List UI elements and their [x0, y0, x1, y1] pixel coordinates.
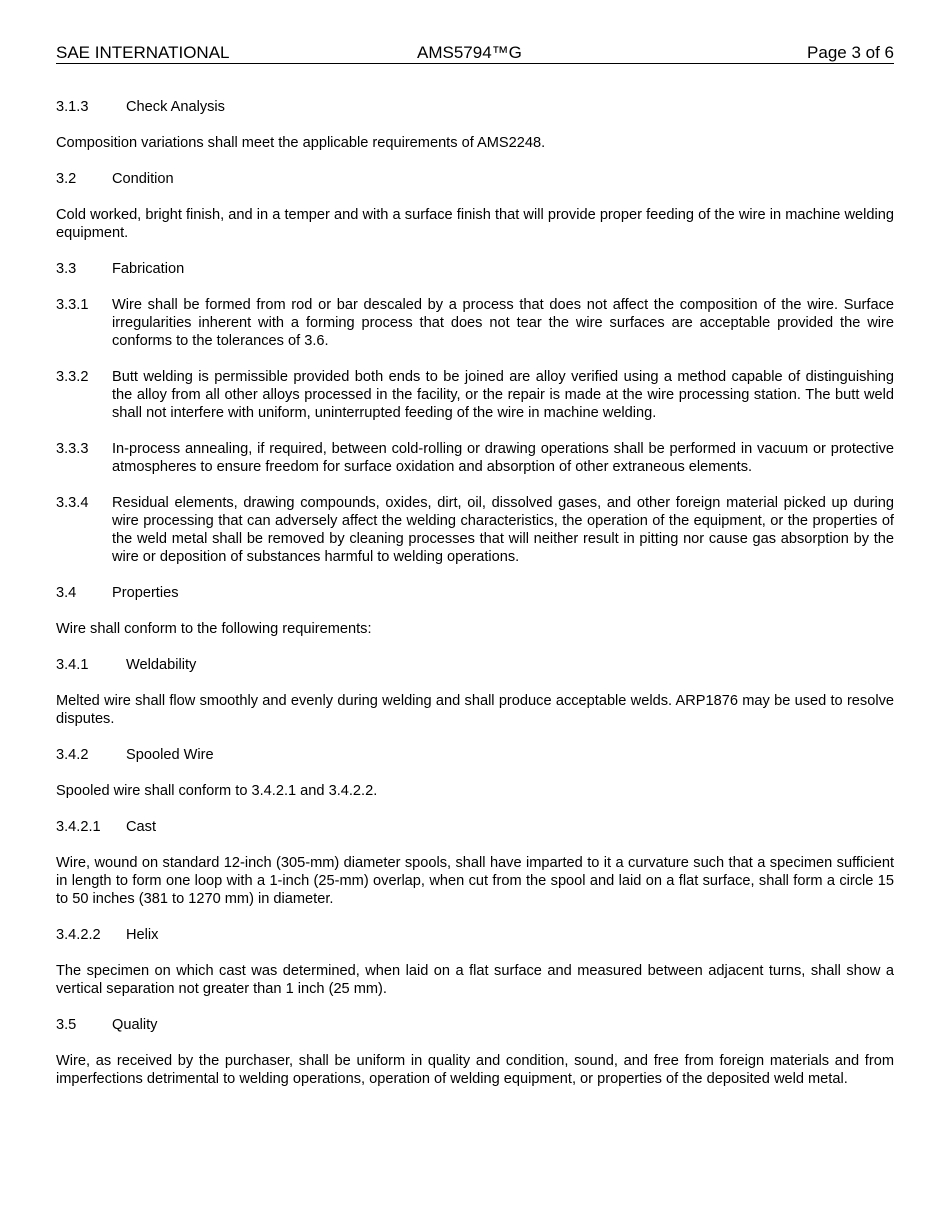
header-organization: SAE INTERNATIONAL — [56, 43, 230, 62]
section-heading-3-4-1 — [56, 656, 894, 674]
header-page-number: Page 3 of 6 — [807, 43, 894, 62]
paragraph-3-4-2-2: The specimen on which cast was determined, when laid on a flat surface and measured between adjacent turns, shall show a vertical separation not greater than 1 inch (25 mm). — [56, 963, 894, 997]
section-number: 3.4.1 — [56, 657, 89, 673]
paragraph-3-5: Wire, as received by the purchaser, shall be uniform in quality and condition, sound, and free from foreign materials and from imperfections detrimental to welding operations, operation of welding equipment, or properties of the deposited weld metal. — [56, 1053, 894, 1087]
section-heading-3-2 — [56, 170, 894, 188]
section-number: 3.4.2.2 — [56, 927, 101, 943]
list-item-3-3-3 — [56, 440, 894, 476]
paragraph-3-1-3: Composition variations shall meet the applicable requirements of AMS2248. — [56, 135, 546, 151]
list-item-3-3-2 — [56, 368, 894, 422]
section-number: 3.4 — [56, 585, 77, 601]
document-body — [56, 98, 894, 1106]
section-heading-3-4 — [56, 584, 894, 602]
section-title: Condition — [112, 171, 174, 187]
section-heading-3-4-2 — [56, 746, 894, 764]
item-number: 3.3.1 — [56, 297, 89, 313]
section-heading-3-1-3 — [56, 98, 894, 116]
paragraph-3-2: Cold worked, bright finish, and in a temper and with a surface finish that will provide proper feeding of the wire in machine welding equipment. — [56, 207, 894, 241]
section-number: 3.5 — [56, 1017, 77, 1033]
item-text: Residual elements, drawing compounds, oxides, dirt, oil, dissolved gases, and other foreign material picked up during wire processing that can adversely affect the welding characteristics, the operation of the equipment, or the properties of the weld metal shall be removed by cleaning processes that will neither result in pitting nor cause gas absorption by the wire or deposition of substances harmful to welding operations. — [112, 495, 894, 565]
section-number: 3.3 — [56, 261, 77, 277]
item-text: Butt welding is permissible provided both ends to be joined are alloy verified using a method capable of distinguishing the alloy from all other alloys processed in the facility, or the repair is made at the wire processing station. The butt weld shall not interfere with uniform, uninterrupted feeding of the wire in machine welding. — [112, 369, 894, 421]
paragraph-3-4-2-1: Wire, wound on standard 12-inch (305-mm) diameter spools, shall have imparted to it a curvature such that a specimen sufficient in length to form one loop with a 1-inch (25-mm) overlap, when cut from the spool and laid on a flat surface, shall form a circle 15 to 50 inches (381 to 1270 mm) in diameter. — [56, 855, 894, 907]
section-title: Helix — [126, 927, 159, 943]
section-title: Check Analysis — [126, 99, 225, 115]
section-title: Spooled Wire — [126, 747, 214, 763]
paragraph-3-4-2: Spooled wire shall conform to 3.4.2.1 and 3.4.2.2. — [56, 783, 378, 799]
list-item-3-3-4 — [56, 494, 894, 566]
section-title: Weldability — [126, 657, 197, 673]
section-title: Fabrication — [112, 261, 185, 277]
section-heading-3-3 — [56, 260, 894, 278]
header-document-number: AMS5794™G — [417, 43, 522, 62]
item-number: 3.3.3 — [56, 441, 89, 457]
section-title: Quality — [112, 1017, 158, 1033]
item-text: In-process annealing, if required, between cold-rolling or drawing operations shall be performed in vacuum or protective atmospheres to ensure freedom for surface oxidation and absorption of other extraneous elements. — [112, 441, 894, 475]
item-number: 3.3.2 — [56, 369, 89, 385]
section-number: 3.4.2 — [56, 747, 89, 763]
paragraph-3-4: Wire shall conform to the following requirements: — [56, 621, 372, 637]
section-number: 3.4.2.1 — [56, 819, 101, 835]
section-number: 3.2 — [56, 171, 77, 187]
section-title: Properties — [112, 585, 179, 601]
paragraph-3-4-1: Melted wire shall flow smoothly and evenly during welding and shall produce acceptable welds. ARP1876 may be used to resolve disputes. — [56, 693, 894, 727]
section-title: Cast — [126, 819, 157, 835]
section-heading-3-4-2-2 — [56, 926, 894, 944]
item-text: Wire shall be formed from rod or bar descaled by a process that does not affect the composition of the wire. Surface irregularities inherent with a forming process that does not tear the wire surfaces are acceptable provided the wire conforms to the tolerances of 3.6. — [112, 297, 894, 349]
section-heading-3-4-2-1 — [56, 818, 894, 836]
section-heading-3-5 — [56, 1016, 894, 1034]
page-header — [56, 43, 894, 64]
section-number: 3.1.3 — [56, 99, 89, 115]
list-item-3-3-1 — [56, 296, 894, 350]
item-number: 3.3.4 — [56, 495, 89, 511]
